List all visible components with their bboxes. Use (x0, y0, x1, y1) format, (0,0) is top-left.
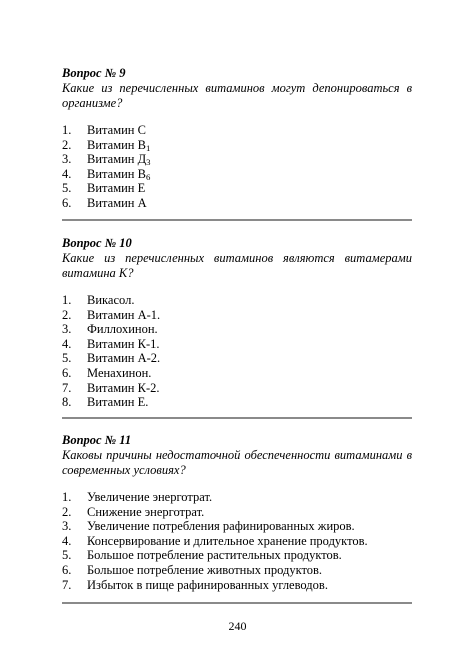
answer-option (62, 152, 412, 167)
question-10 (62, 236, 412, 410)
option-number: 3. (62, 322, 72, 337)
answer-option (62, 366, 412, 381)
option-text: Менахинон. (87, 365, 152, 380)
option-number: 1. (62, 123, 72, 137)
answer-option (62, 563, 412, 578)
option-text: Витамин E (87, 181, 146, 196)
answer-option (62, 138, 412, 153)
option-number: 4. (62, 533, 72, 548)
option-text: Викасол. (87, 293, 135, 307)
question-text: Какие из перечисленных витаминов могут депонироваться в организме? (62, 81, 412, 110)
question-title: Вопрос № 10 (62, 236, 132, 250)
option-number: 4. (62, 166, 72, 181)
option-number: 8. (62, 395, 72, 410)
question-text: Каковы причины недостаточной обеспеченности витаминами в современных условиях? (62, 448, 412, 477)
answer-option (62, 395, 412, 410)
option-number: 3. (62, 519, 72, 534)
option-text: Витамин C (87, 123, 146, 137)
option-text: Витамин B (87, 137, 146, 152)
option-number: 4. (62, 336, 72, 351)
option-subscript: 1 (145, 142, 151, 153)
answer-option (62, 123, 412, 138)
option-text: Витамин Д (87, 152, 147, 167)
question-title: Вопрос № 9 (62, 66, 126, 80)
answer-option (62, 322, 412, 337)
page-number: 240 (228, 619, 247, 633)
answer-options (62, 123, 412, 211)
answer-option (62, 381, 412, 396)
answer-option (62, 337, 412, 352)
option-number: 2. (62, 504, 72, 519)
option-text: Большое потребление растительных продуктов. (87, 548, 342, 563)
answer-option (62, 167, 412, 182)
option-number: 7. (62, 380, 72, 395)
option-text: Увеличение энерготрат. (87, 490, 213, 504)
option-text: Увеличение потребления рафинированных жиров. (87, 519, 355, 534)
option-number: 1. (62, 293, 72, 307)
option-number: 6. (62, 562, 72, 577)
option-text: Избыток в пище рафинированных углеводов. (87, 577, 328, 592)
option-text: Витамин К-1. (87, 336, 160, 351)
option-text: Консервирование и длительное хранение продуктов. (87, 533, 368, 548)
option-text: Большое потребление животных продуктов. (87, 562, 323, 577)
answer-option (62, 548, 412, 563)
option-number: 5. (62, 548, 72, 563)
option-subscript: 3 (146, 157, 151, 168)
option-number: 7. (62, 577, 72, 592)
section-divider (62, 219, 412, 221)
option-text: Снижение энерготрат. (87, 504, 205, 519)
option-number: 5. (62, 181, 72, 196)
option-text: Витамин Е. (87, 395, 149, 410)
option-number: 2. (62, 307, 72, 322)
option-number: 2. (62, 137, 72, 152)
section-divider (62, 417, 412, 419)
question-9 (62, 66, 412, 211)
answer-option (62, 519, 412, 534)
question-text: Какие из перечисленных витаминов являются витамерами витамина К? (62, 251, 412, 280)
option-number: 6. (62, 195, 72, 210)
question-title: Вопрос № 11 (62, 433, 132, 447)
answer-option (62, 181, 412, 196)
answer-option (62, 308, 412, 323)
option-text: Витамин А-2. (87, 351, 161, 366)
answer-option (62, 534, 412, 549)
question-11 (62, 433, 412, 592)
option-text: Витамин К-2. (87, 380, 160, 395)
option-text: Витамин А-1. (87, 307, 161, 322)
option-subscript: 6 (145, 171, 151, 182)
option-text: Витамин A (87, 195, 147, 210)
option-text: Витамин B (87, 166, 146, 181)
section-divider (62, 602, 412, 604)
answer-option (62, 293, 412, 308)
answer-options (62, 293, 412, 410)
option-text: Филлохинон. (87, 322, 158, 337)
answer-option (62, 505, 412, 520)
answer-options (62, 490, 412, 592)
option-number: 5. (62, 351, 72, 366)
option-number: 6. (62, 365, 72, 380)
answer-option (62, 578, 412, 593)
option-number: 1. (62, 490, 72, 504)
option-number: 3. (62, 152, 72, 167)
answer-option (62, 196, 412, 211)
answer-option (62, 490, 412, 505)
answer-option (62, 351, 412, 366)
